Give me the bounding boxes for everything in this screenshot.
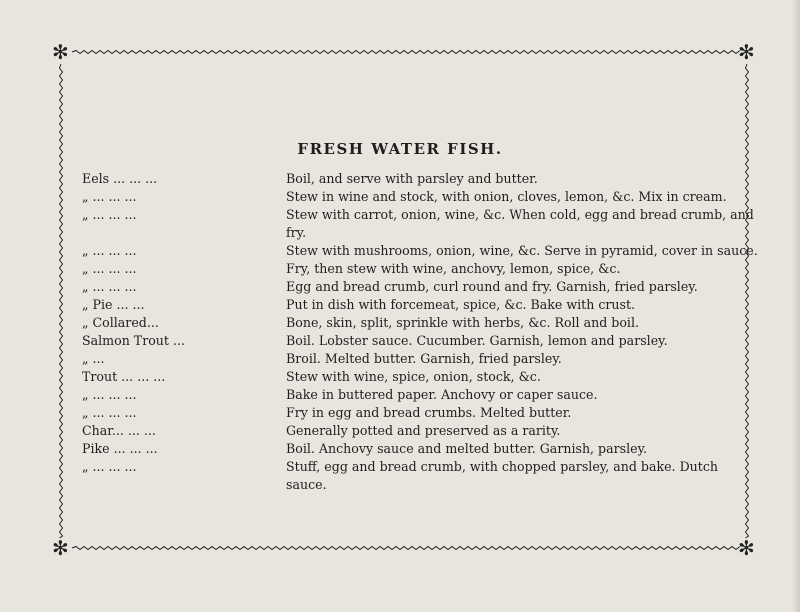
entry-label: „ ... [82, 351, 105, 366]
entry-description: Stew with carrot, onion, wine, &c. When cold, egg and bread crumb, and fry. [286, 207, 754, 240]
entry [82, 314, 762, 332]
entry-description: Fry, then stew with wine, anchovy, lemon, spice, &c. [286, 261, 621, 276]
border-top [72, 51, 740, 54]
entry [82, 422, 762, 440]
entry [82, 260, 762, 278]
entry [82, 458, 762, 494]
entry-description: Put in dish with forcemeat, spice, &c. Bake with crust. [286, 297, 636, 312]
page-title: FRESH WATER FISH. [297, 140, 503, 158]
entry-label: „ ... ... ... [82, 261, 137, 276]
entry [82, 368, 762, 386]
entry [82, 404, 762, 422]
entry-list [82, 170, 762, 494]
entry-description: Egg and bread crumb, curl round and fry. Garnish, fried parsley. [286, 279, 698, 294]
entry-label: Char... ... ... [82, 423, 156, 438]
entry-label: „ ... ... ... [82, 459, 137, 474]
entry-description: Bone, skin, split, sprinkle with herbs, &c. Roll and boil. [286, 315, 639, 330]
entry [82, 188, 762, 206]
entry-label: Eels ... ... ... [82, 171, 158, 186]
entry-label: „ ... ... ... [82, 243, 137, 258]
entry-description: Broil. Melted butter. Garnish, fried parsley. [286, 351, 562, 366]
entry-description: Stew with wine, spice, onion, stock, &c. [286, 369, 541, 384]
entry-description: Stew in wine and stock, with onion, cloves, lemon, &c. Mix in cream. [286, 189, 727, 204]
corner-ornament-icon: ✻ [738, 536, 755, 560]
entry-label: „ Collared... [82, 315, 159, 330]
entry [82, 332, 762, 350]
border-bottom [72, 547, 740, 550]
entry-label: „ ... ... ... [82, 387, 137, 402]
corner-ornament-icon: ✻ [52, 40, 69, 64]
border-left [60, 64, 63, 538]
entry-label: Salmon Trout ... [82, 333, 185, 348]
entry-label: „ ... ... ... [82, 207, 137, 222]
entry-description: Boil. Anchovy sauce and melted butter. Garnish, parsley. [286, 441, 648, 456]
entry [82, 206, 762, 242]
entry-description: Stew with mushrooms, onion, wine, &c. Serve in pyramid, cover in sauce. [286, 243, 758, 258]
entry-description: Bake in buttered paper. Anchovy or caper sauce. [286, 387, 598, 402]
entry [82, 242, 762, 260]
entry-description: Stuff, egg and bread crumb, with chopped parsley, and bake. Dutch sauce. [286, 459, 718, 492]
entry [82, 386, 762, 404]
entry-label: „ ... ... ... [82, 405, 137, 420]
entry [82, 296, 762, 314]
entry-description: Boil, and serve with parsley and butter. [286, 171, 538, 186]
corner-ornament-icon: ✻ [52, 536, 69, 560]
entry-label: Pike ... ... ... [82, 441, 158, 456]
entry-label: „ ... ... ... [82, 279, 137, 294]
entry-label: „ ... ... ... [82, 189, 137, 204]
entry-description: Boil. Lobster sauce. Cucumber. Garnish, lemon and parsley. [286, 333, 668, 348]
entry-label: Trout ... ... ... [82, 369, 166, 384]
entry-description: Fry in egg and bread crumbs. Melted butter. [286, 405, 572, 420]
entry-label: „ Pie ... ... [82, 297, 145, 312]
entry [82, 170, 762, 188]
entry-description: Generally potted and preserved as a rarity. [286, 423, 561, 438]
entry [82, 278, 762, 296]
entry [82, 350, 762, 368]
corner-ornament-icon: ✻ [738, 40, 755, 64]
entry [82, 440, 762, 458]
